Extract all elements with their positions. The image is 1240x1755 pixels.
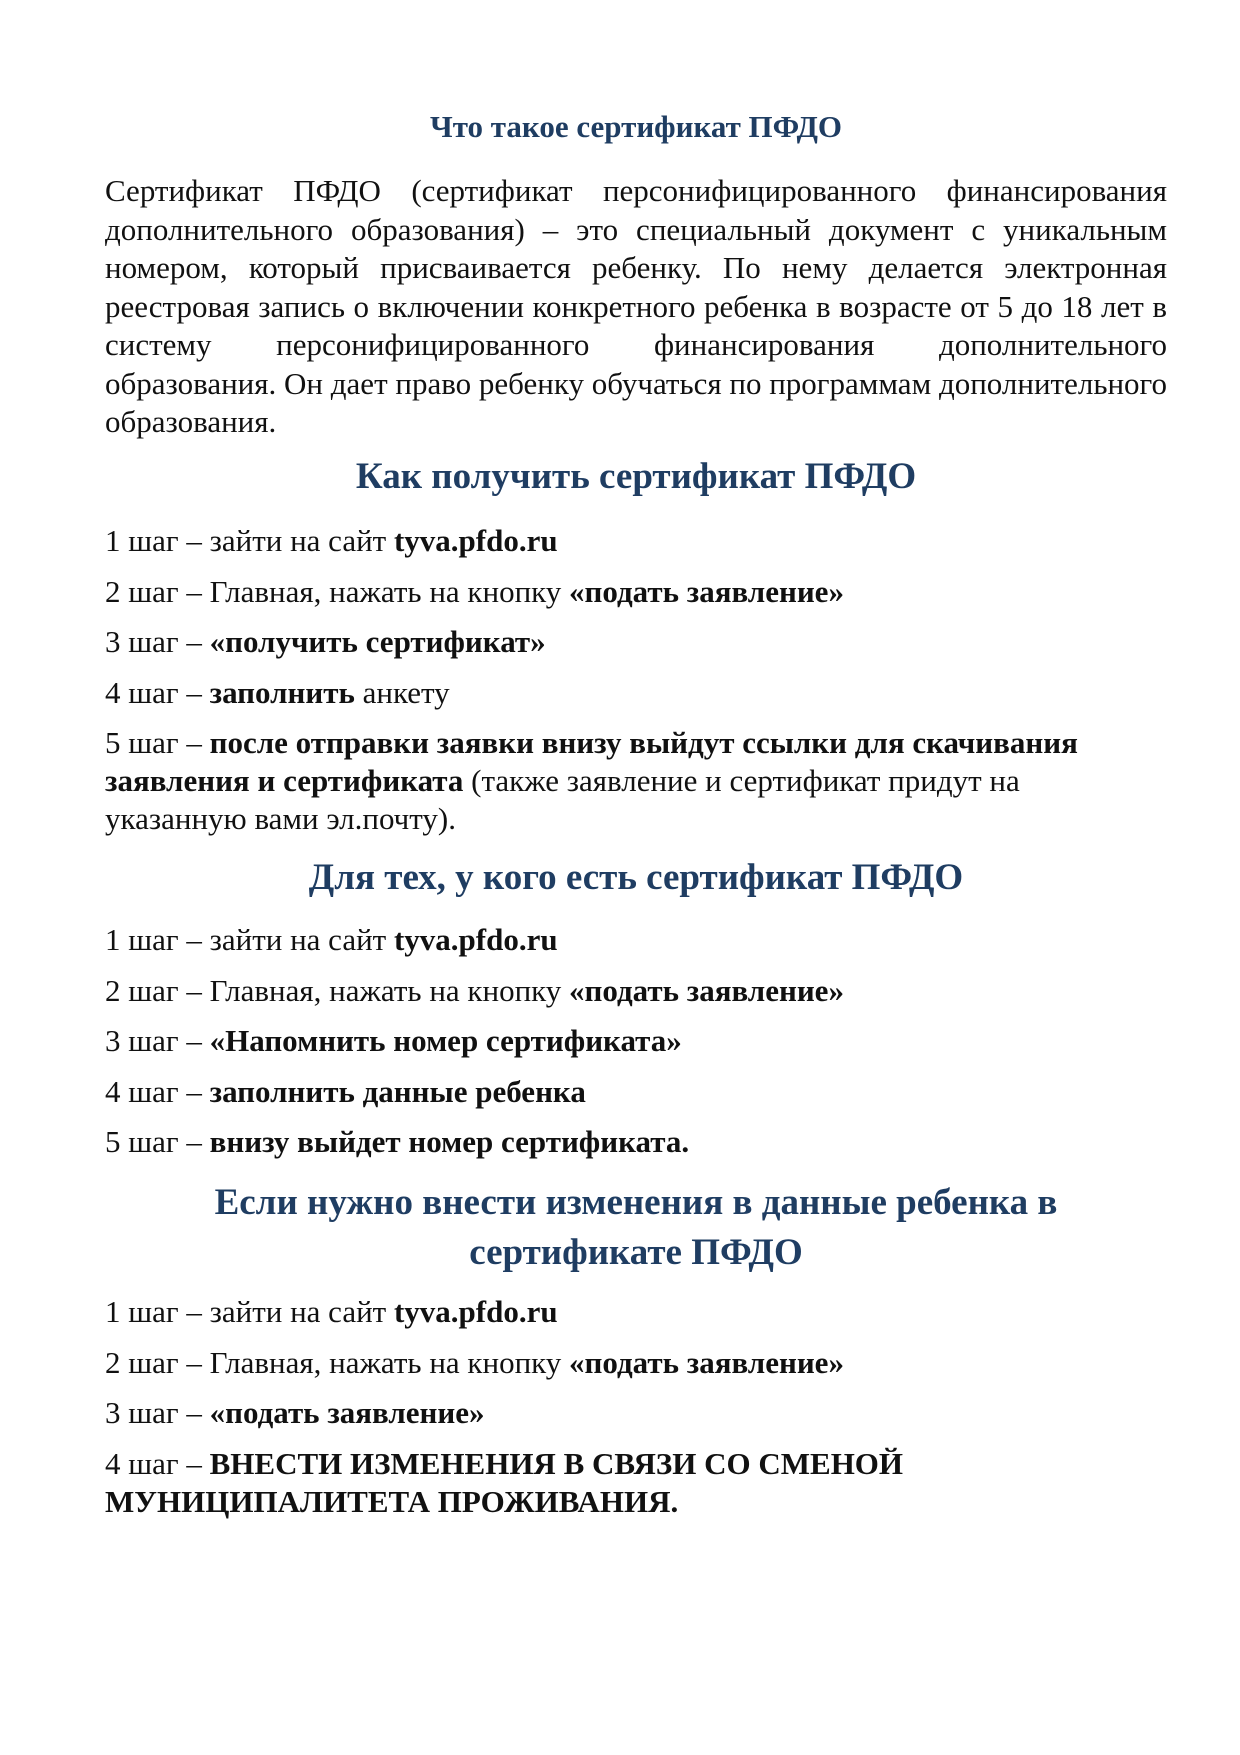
step-item: 5 шаг – после отправки заявки внизу выйдут ссылки для скачивания заявления и сертификата (также заявление и сертификат придут на указанную вами эл.почту). (105, 725, 1078, 836)
step-item: 3 шаг – «получить сертификат» (105, 624, 546, 659)
step-item: 1 шаг – зайти на сайт tyva.pfdo.ru (105, 523, 558, 558)
step-item: 4 шаг – заполнить данные ребенка (105, 1074, 586, 1109)
section-title-have-certificate: Для тех, у кого есть сертификат ПФДО (308, 857, 964, 898)
step-item: 2 шаг – Главная, нажать на кнопку «подать заявление» (105, 973, 844, 1008)
step-item: 2 шаг – Главная, нажать на кнопку «подать заявление» (105, 1345, 844, 1380)
intro-paragraph: Сертификат ПФДО (сертификат персонифицированного финансирования дополнительного образования) – это специальный документ с уникальным номером, который присваивается ребенку. По нему делается электронная реестровая запись о включении конкретного ребенка в возрасте от 5 до 18 лет в систему персонифицированного финансирования дополнительного образования. Он дает право ребенку обучаться по программам дополнительного образования. (105, 173, 1167, 439)
step-item: 3 шаг – «подать заявление» (105, 1395, 485, 1430)
step-item: 1 шаг – зайти на сайт tyva.pfdo.ru (105, 1294, 558, 1329)
site-link-text: tyva.pfdo.ru (393, 1294, 558, 1329)
step-item: 3 шаг – «Напомнить номер сертификата» (105, 1023, 682, 1058)
step-item: 4 шаг – ВНЕСТИ ИЗМЕНЕНИЯ В СВЯЗИ СО СМЕНОЙ МУНИЦИПАЛИТЕТА ПРОЖИВАНИЯ. (105, 1446, 904, 1519)
site-link-text: tyva.pfdo.ru (393, 922, 558, 957)
step-item: 5 шаг – внизу выйдет номер сертификата. (105, 1124, 690, 1159)
step-item: 4 шаг – заполнить анкету (105, 675, 450, 710)
section-title-changes: Если нужно внести изменения в данные ребенка в сертификате ПФДО (214, 1182, 1058, 1273)
step-item: 1 шаг – зайти на сайт tyva.pfdo.ru (105, 922, 558, 957)
section-title-what-is: Что такое сертификат ПФДО (429, 109, 843, 144)
step-item: 2 шаг – Главная, нажать на кнопку «подать заявление» (105, 574, 844, 609)
site-link-text: tyva.pfdo.ru (393, 523, 558, 558)
section-title-how-to-get: Как получить сертификат ПФДО (355, 456, 917, 497)
